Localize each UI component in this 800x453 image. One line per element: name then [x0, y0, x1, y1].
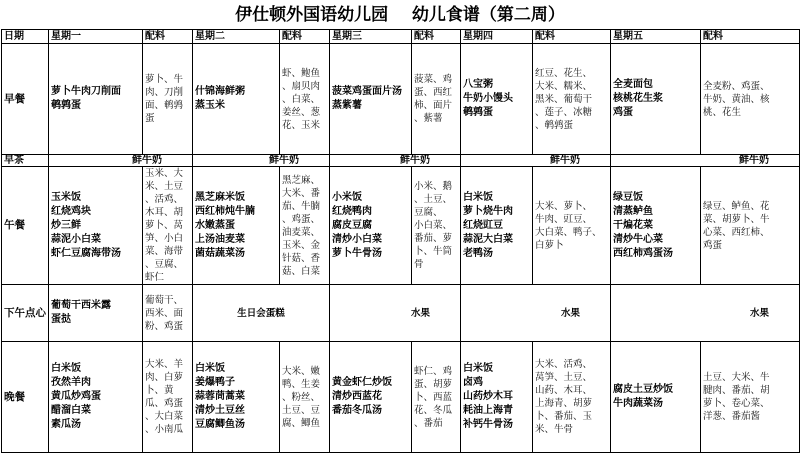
cell-line: 玉米、大 [145, 168, 184, 179]
cell-line: 黄金虾仁炒饭 [332, 377, 392, 388]
dinner-ingredients-tue [280, 342, 330, 453]
morning-milk-mon: 鲜牛奶 [49, 155, 193, 167]
cell-line: 黑米、葡萄干 [535, 93, 593, 105]
header-ingredients-fri: 配料 [701, 30, 800, 44]
cell-line: 萝卜、牛 [145, 74, 184, 85]
snack-row [2, 285, 800, 342]
cell-line: 萝卜牛骨汤 [332, 247, 382, 259]
cell-line: 卜、番茄、玉 [535, 411, 593, 422]
cell-line: 肉、刀削 [145, 87, 184, 98]
cell-line: 山药炒木耳 [463, 391, 513, 402]
cell-line: 葡萄干、 [145, 294, 184, 306]
cell-line: 小米饭 [332, 191, 362, 203]
snack-wed: 水果 [330, 285, 461, 342]
morning-milk-tue: 鲜牛奶 [193, 155, 330, 167]
cell-line: 蛋、西红 [414, 87, 453, 98]
cell-line: 大米、番 [282, 187, 321, 199]
cell-line: 腱肉、番茄、胡 [703, 385, 770, 396]
cell-line: 油麦菜、 [282, 226, 321, 238]
lunch-ingredients-tue [280, 167, 330, 285]
breakfast-ingredients-mon [143, 44, 193, 155]
cell-line: 、大白菜 [145, 411, 184, 422]
cell-line: 骨 [414, 259, 424, 270]
cell-line: 西红柿鸡蛋汤 [613, 247, 673, 259]
lunch-label: 午餐 [2, 167, 49, 285]
cell-line: 腐皮豆腐 [332, 219, 372, 231]
cell-line: 蒜蓉茼蒿菜 [195, 391, 245, 402]
cell-line: 菇、白菜 [282, 265, 321, 277]
cell-line: 老鸭汤 [463, 247, 493, 259]
cell-line: 绿豆、鲈鱼、花 [703, 200, 770, 212]
cell-line: 干煸花菜 [613, 219, 653, 231]
cell-line: 萝卜、卷心菜、 [703, 398, 770, 409]
header-day-fri: 星期五 [611, 30, 701, 44]
cell-line: 全麦面包 [613, 79, 653, 90]
cell-line: 虾仁 [145, 272, 165, 283]
cell-line: 、土豆、 [414, 194, 453, 205]
cell-line: 豆腐鲫鱼汤 [195, 419, 245, 430]
cell-line: 菠菜、鸡 [414, 74, 453, 85]
cell-line: 大米、羊 [145, 359, 184, 370]
dinner-ingredients-mon [143, 342, 193, 453]
dinner-label: 晚餐 [2, 342, 49, 453]
cell-line: 瓜、鸡蛋 [145, 398, 184, 409]
breakfast-ingredients-thu [533, 44, 611, 155]
cell-line: 蒸紫薯 [332, 100, 362, 111]
cell-line: 针菇、香 [282, 252, 321, 264]
header-day-mon: 星期一 [49, 30, 143, 44]
cell-line: 萝卜、莴 [145, 220, 184, 231]
cell-line: 鸭、生姜 [282, 378, 321, 390]
lunch-row [2, 167, 800, 285]
cell-line: 、紫薯 [414, 113, 443, 124]
cell-line: 黑芝麻、 [282, 174, 321, 186]
header-day-tue: 星期二 [193, 30, 280, 44]
header-ingredients-tue: 配料 [280, 30, 330, 44]
cell-line: 菠菜鸡蛋面片汤 [332, 86, 402, 97]
header-row [2, 30, 800, 44]
cell-line: 鹌鹑蛋 [463, 107, 493, 118]
dinner-menu-mon [49, 342, 143, 453]
cell-line: 黄瓜炒鸡蛋 [51, 391, 101, 402]
cell-line: 什锦海鲜粥 [195, 86, 245, 97]
cell-line: 、扇贝肉 [282, 80, 321, 92]
cell-line: 、番茄 [414, 417, 443, 429]
snack-thu: 水果 [461, 285, 611, 342]
dinner-ingredients-fri [701, 342, 800, 453]
cell-line: 木耳、胡 [145, 207, 184, 218]
cell-line: 粉、鸡蛋 [145, 320, 184, 332]
cell-line: 洋葱、番茄酱 [703, 411, 761, 422]
cell-line: 八宝粥 [463, 79, 493, 90]
morning-milk-wed: 鲜牛奶 [330, 155, 461, 167]
morning-milk-label: 早茶 [2, 155, 49, 167]
cell-line: 红豆、花生、 [535, 67, 593, 79]
dinner-row [2, 342, 800, 453]
cell-line: 、鸡蛋、 [282, 213, 321, 225]
cell-line: 蛋挞 [51, 314, 71, 325]
cell-line: 桃、花生 [703, 106, 742, 118]
cell-line: 耗油上海青 [463, 405, 513, 416]
cell-line: 蒸玉米 [195, 100, 225, 111]
cell-line: 西米、面 [145, 307, 184, 319]
cell-line: 葡萄干西米露 [51, 300, 111, 311]
menu-table [1, 29, 800, 453]
breakfast-menu-wed [330, 44, 412, 155]
cell-line: 虾仁、鸡 [414, 365, 453, 377]
cell-line: 心菜、西红柿、 [703, 226, 770, 238]
cell-line: 上汤油麦菜 [195, 233, 245, 245]
breakfast-menu-thu [461, 44, 533, 155]
header-date: 日期 [2, 30, 49, 44]
cell-line: 水嫩蒸蛋 [195, 219, 235, 231]
cell-line: 、粉丝、 [282, 391, 321, 403]
cell-line: 醋溜白菜 [51, 405, 91, 416]
cell-line: 鸡蛋 [613, 107, 633, 118]
cell-line: 小米、鹅 [414, 181, 453, 192]
cell-line: 红烧鸭肉 [332, 205, 372, 217]
cell-line: 蛋、胡萝 [414, 378, 453, 390]
cell-line: 、活鸡、 [145, 194, 184, 205]
cell-line: 腐皮土豆炒饭 [613, 384, 673, 395]
snack-label: 下午点心 [2, 285, 49, 342]
lunch-ingredients-thu [533, 167, 611, 285]
cell-line: 上海青、胡萝 [535, 398, 593, 409]
cell-line: 鹌鹑蛋 [51, 100, 81, 111]
lunch-ingredients-wed [412, 167, 461, 285]
cell-line: 清炒牛心菜 [613, 233, 663, 245]
cell-line: 红烧豇豆 [463, 219, 503, 231]
cell-line: 豆腐、 [414, 207, 443, 218]
cell-line: 、小南瓜 [145, 424, 184, 435]
cell-line: 土豆、豆 [282, 404, 321, 416]
cell-line: 姜丝、葱 [282, 106, 321, 118]
cell-line: 番茄、萝 [414, 233, 453, 244]
cell-line: 玉米饭 [51, 191, 81, 203]
cell-line: 花、冬瓜 [414, 404, 453, 416]
cell-line: 、鹌鹑蛋 [535, 119, 574, 131]
cell-line: 、豆腐、 [145, 259, 184, 270]
breakfast-ingredients-wed [412, 44, 461, 155]
cell-line: 菜、胡萝卜、牛 [703, 213, 770, 225]
cell-line: 腐、鲫鱼 [282, 417, 321, 429]
cell-line: 牛肉蔬菜汤 [613, 398, 663, 409]
breakfast-menu-fri [611, 44, 701, 155]
cell-line: 蛋 [145, 113, 155, 124]
lunch-menu-fri [611, 167, 701, 285]
cell-line: 肉、白萝 [145, 372, 184, 383]
cell-line: 米、牛骨 [535, 424, 574, 435]
cell-line: 小白菜、 [414, 220, 453, 231]
morning-milk-row [2, 155, 800, 167]
cell-line: 大白菜、鸭子、 [535, 226, 602, 238]
cell-line: 全麦粉、鸡蛋、 [703, 80, 770, 92]
cell-line: 大米、糯米、 [535, 80, 593, 92]
cell-line: 萝卜烧牛肉 [463, 205, 513, 217]
cell-line: 茄、牛腩 [282, 200, 321, 212]
cell-line: 姜爆鸭子 [195, 377, 235, 388]
cell-line: 白米饭 [463, 191, 493, 203]
cell-line: 玉米、金 [282, 239, 321, 251]
cell-line: 卜、西蓝 [414, 391, 453, 403]
cell-line: 蒜泥大白菜 [463, 233, 513, 245]
breakfast-ingredients-fri [701, 44, 800, 155]
cell-line: 红烧鸡块 [51, 205, 91, 217]
page-title: 伊仕顿外国语幼儿园 幼儿食谱（第二周） [235, 5, 565, 25]
cell-line: 白萝卜 [535, 239, 564, 251]
breakfast-label: 早餐 [2, 44, 49, 155]
cell-line: 卜、黄 [145, 385, 174, 396]
cell-line: 面、鹌鹑 [145, 100, 184, 111]
lunch-menu-thu [461, 167, 533, 285]
cell-line: 素瓜汤 [51, 419, 81, 430]
cell-line: 大米、嫩 [282, 365, 321, 377]
cell-line: 蒜泥小白菜 [51, 233, 101, 245]
cell-line: 孜然羊肉 [51, 377, 91, 388]
header-day-thu: 星期四 [461, 30, 533, 44]
breakfast-menu-tue [193, 44, 280, 155]
cell-line: 白米饭 [195, 363, 225, 374]
snack-fri: 水果 [611, 285, 800, 342]
cell-line: 清炒土豆丝 [195, 405, 245, 416]
breakfast-menu-mon [49, 44, 143, 155]
cell-line: 清蒸鲈鱼 [613, 205, 653, 217]
cell-line: 卤鸡 [463, 377, 483, 388]
cell-line: 虾仁豆腐海带汤 [51, 247, 121, 259]
cell-line: 、白菜、 [282, 93, 321, 105]
dinner-ingredients-wed [412, 342, 461, 453]
header-ingredients-thu: 配料 [533, 30, 611, 44]
lunch-ingredients-fri [701, 167, 800, 285]
dinner-menu-tue [193, 342, 280, 453]
morning-milk-thu: 鲜牛奶 [461, 155, 611, 167]
cell-line: 菌菇蔬菜汤 [195, 247, 245, 259]
header-day-wed: 星期三 [330, 30, 412, 44]
cell-line: 莴笋、土豆、 [535, 372, 593, 383]
cell-line: 绿豆饭 [613, 191, 643, 203]
cell-line: 鸡蛋 [703, 239, 723, 251]
lunch-menu-wed [330, 167, 412, 285]
cell-line: 米、土豆 [145, 181, 184, 192]
cell-line: 卜、牛筒 [414, 246, 453, 257]
cell-line: 黑芝麻米饭 [195, 191, 245, 203]
cell-line: 菜、海带 [145, 246, 184, 257]
cell-line: 大米、活鸡、 [535, 359, 593, 370]
morning-milk-fri: 鲜牛奶 [611, 155, 800, 167]
cell-line: 白米饭 [51, 363, 81, 374]
cell-line: 柿、面片 [414, 100, 453, 111]
cell-line: 清炒小白菜 [332, 233, 382, 245]
cell-line: 大米、萝卜、 [535, 200, 593, 212]
snack-menu-mon [49, 285, 143, 342]
cell-line: 牛肉、豇豆、 [535, 213, 593, 225]
snack-ingredients-mon [143, 285, 193, 342]
cell-line: 西红柿炖牛腩 [195, 205, 255, 217]
header-ingredients-wed: 配料 [412, 30, 461, 44]
snack-tue: 生日会蛋糕 [193, 285, 330, 342]
cell-line: 牛奶、黄油、核 [703, 93, 770, 105]
cell-line: 白米饭 [463, 363, 493, 374]
lunch-menu-tue [193, 167, 280, 285]
cell-line: 山药、木耳、 [535, 385, 593, 396]
dinner-menu-wed [330, 342, 412, 453]
cell-line: 清炒西蓝花 [332, 391, 382, 402]
cell-line: 萝卜牛肉刀削面 [51, 86, 121, 97]
breakfast-row [2, 44, 800, 155]
dinner-menu-thu [461, 342, 533, 453]
dinner-ingredients-thu [533, 342, 611, 453]
dinner-menu-fri [611, 342, 701, 453]
cell-line: 土豆、大米、牛 [703, 372, 770, 383]
cell-line: 牛奶小馒头 [463, 93, 513, 104]
cell-line: 核桃花生浆 [613, 93, 663, 104]
lunch-menu-mon [49, 167, 143, 285]
cell-line: 笋、小白 [145, 233, 184, 244]
cell-line: 、莲子、冰糖 [535, 106, 593, 118]
header-ingredients-mon: 配料 [143, 30, 193, 44]
cell-line: 补钙牛骨汤 [463, 419, 513, 430]
cell-line: 炒三鲜 [51, 219, 81, 231]
cell-line: 虾、鲍鱼 [282, 67, 321, 79]
breakfast-ingredients-tue [280, 44, 330, 155]
lunch-ingredients-mon [143, 167, 193, 285]
cell-line: 番茄冬瓜汤 [332, 405, 382, 416]
cell-line: 花、玉米 [282, 119, 321, 131]
